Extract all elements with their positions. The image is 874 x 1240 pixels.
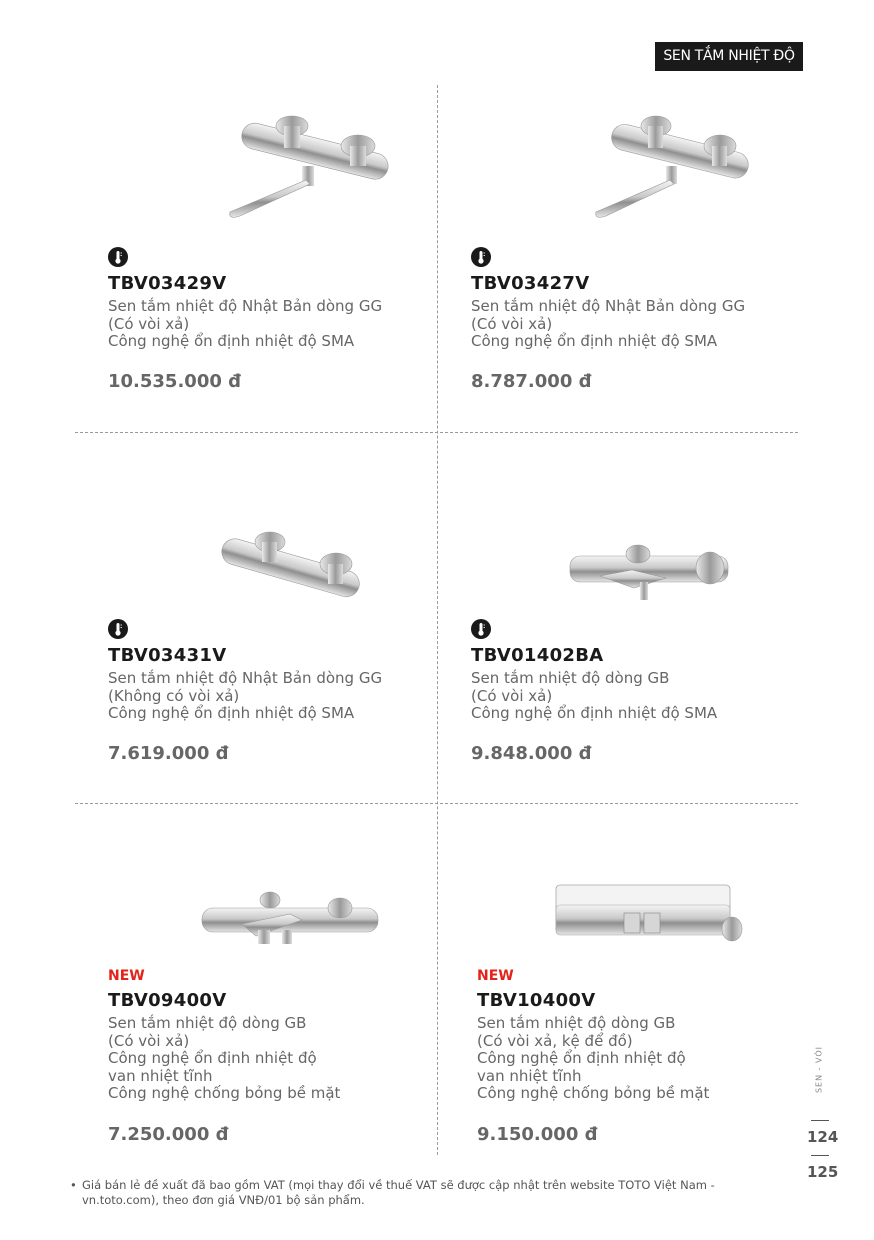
product-card: [471, 619, 801, 769]
product-card: [108, 968, 438, 1158]
footnote: [70, 1178, 770, 1208]
new-badge: NEW: [477, 968, 514, 984]
product-code: TBV03427V: [471, 273, 590, 294]
product-price: 8.787.000 đ: [471, 371, 592, 392]
product-code: TBV03429V: [108, 273, 227, 294]
product-description: Sen tắm nhiệt độ dòng GB (Có vòi xả) Công nghệ ổn định nhiệt độ van nhiệt tĩnh Công nghệ chống bỏng bề mặt: [108, 1014, 341, 1102]
product-image-tbv03427v: [590, 108, 750, 226]
footnote-bullet: •: [70, 1178, 77, 1192]
product-price: 9.848.000 đ: [471, 743, 592, 764]
product-image-tbv10400v: [554, 875, 744, 955]
product-code: TBV10400V: [477, 990, 596, 1011]
new-badge: NEW: [108, 968, 145, 984]
page-number-left: 124: [807, 1128, 839, 1146]
product-card: [108, 247, 438, 397]
horizontal-divider: [75, 432, 798, 433]
side-section-text: SEN - VÒI: [814, 1045, 824, 1094]
thermometer-icon: [471, 247, 491, 267]
product-price: 9.150.000 đ: [477, 1124, 598, 1145]
page-number-right: 125: [807, 1163, 839, 1181]
product-price: 10.535.000 đ: [108, 371, 242, 392]
product-description: Sen tắm nhiệt độ Nhật Bản dòng GG (Không có vòi xả) Công nghệ ổn định nhiệt độ SMA: [108, 669, 383, 722]
page-rule: [811, 1120, 829, 1121]
thermometer-icon: [471, 619, 491, 639]
product-image-tbv09400v: [198, 880, 384, 958]
product-description: Sen tắm nhiệt độ Nhật Bản dòng GG (Có vòi xả) Công nghệ ổn định nhiệt độ SMA: [471, 297, 746, 350]
product-card: [471, 247, 801, 397]
thermometer-icon: [108, 619, 128, 639]
product-card: [108, 619, 438, 769]
horizontal-divider: [75, 803, 798, 804]
product-description: Sen tắm nhiệt độ dòng GB (Có vòi xả, kệ để đồ) Công nghệ ổn định nhiệt độ van nhiệt tĩnh Công nghệ chống bỏng bề mặt: [477, 1014, 710, 1102]
page-rule: [811, 1155, 829, 1156]
product-price: 7.250.000 đ: [108, 1124, 229, 1145]
product-code: TBV09400V: [108, 990, 227, 1011]
product-code: TBV03431V: [108, 645, 227, 666]
section-title-tag: SEN TẮM NHIỆT ĐỘ: [655, 42, 803, 71]
product-card: [477, 968, 807, 1158]
product-image-tbv03431v: [212, 528, 362, 616]
product-description: Sen tắm nhiệt độ Nhật Bản dòng GG (Có vòi xả) Công nghệ ổn định nhiệt độ SMA: [108, 297, 383, 350]
thermometer-icon: [108, 247, 128, 267]
footnote-text: Giá bán lẻ đề xuất đã bao gồm VAT (mọi thay đổi về thuế VAT sẽ được cập nhật trên website TOTO Việt Nam - vn.toto.com), theo đơn giá VNĐ/01 bộ sản phẩm.: [82, 1178, 715, 1207]
side-section-label: [809, 1045, 829, 1105]
product-description: Sen tắm nhiệt độ dòng GB (Có vòi xả) Công nghệ ổn định nhiệt độ SMA: [471, 669, 718, 722]
product-image-tbv01402ba: [566, 542, 731, 612]
product-image-tbv03429v: [220, 108, 390, 226]
product-price: 7.619.000 đ: [108, 743, 229, 764]
product-code: TBV01402BA: [471, 645, 604, 666]
